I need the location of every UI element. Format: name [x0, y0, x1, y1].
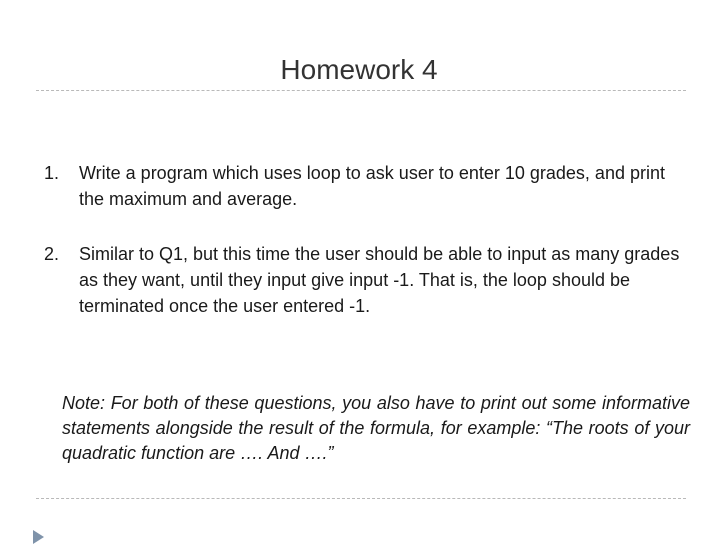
question-number: 1.	[44, 163, 60, 183]
note-text: Note: For both of these questions, you also have to print out some informative statements alongside the result of the formula, for example: “The roots of your quadratic function are …. And ….”	[62, 393, 690, 463]
slide-title: Homework 4	[280, 54, 438, 85]
question-item	[44, 241, 684, 319]
question-item	[44, 160, 684, 212]
triangle-bullet-icon	[33, 530, 45, 544]
question-number: 2.	[44, 244, 60, 264]
title-divider	[36, 90, 686, 91]
footer-divider	[36, 498, 686, 499]
question-text: Similar to Q1, but this time the user should be able to input as many grades as they want, until they input give input -1. That is, the loop should be terminated once the user entered -1.	[79, 244, 680, 316]
question-text: Write a program which uses loop to ask user to enter 10 grades, and print the maximum and average.	[79, 163, 665, 209]
